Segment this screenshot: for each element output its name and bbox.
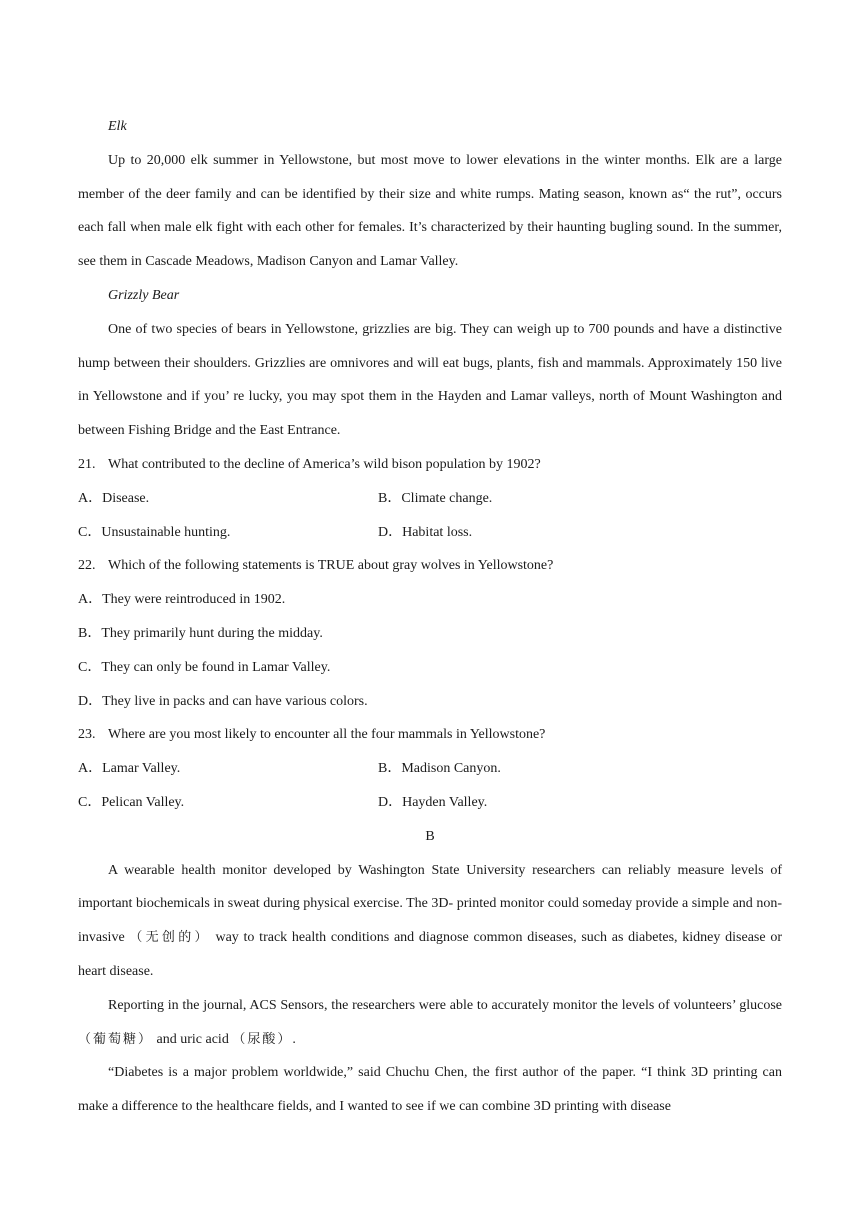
paragraph-text: .: [292, 1031, 296, 1047]
paragraph-grizzly-bear: One of two species of bears in Yellowstone, grizzlies are big. They can weigh up to 700 pounds and have a distinctive hump between their shoulders. Grizzlies are omnivores and will eat bugs, plants, fish and mammals. Approximately 150 live in Yellowstone and if you’ re lucky, you may spot them in the Hayden and Lamar valleys, north of Mount Washington and between Fishing Bridge and the East Entrance.: [78, 321, 782, 439]
question-21-options-row-2: [78, 516, 782, 550]
question-number: 22.: [78, 558, 96, 574]
option-c[interactable]: C．Pelican Valley.: [78, 794, 185, 810]
question-number: 23.: [78, 727, 96, 743]
paragraph-text: Reporting in the journal, ACS Sensors, the researchers were able to accurately monitor the levels of volunteers’ glucose: [108, 997, 782, 1013]
paragraph-b-2: [78, 989, 782, 1057]
option-a[interactable]: A．Disease.: [78, 490, 150, 506]
paragraph-text: and uric acid: [153, 1031, 233, 1047]
section-heading-elk: Elk: [108, 119, 127, 134]
question-text: What contributed to the decline of America’s wild bison population by 1902?: [108, 456, 541, 472]
option-a[interactable]: A．Lamar Valley.: [78, 761, 181, 777]
question-number: 21.: [78, 456, 96, 472]
paragraph-elk: Up to 20,000 elk summer in Yellowstone, but most move to lower elevations in the winter months. Elk are a large member of the deer family and can be identified by their size and white rumps. Mating season, known as“ the rut”, occurs each fall when male elk fight with each other for females. It’s characterized by their haunting bugling sound. In the summer, see them in Cascade Meadows, Madison Canyon and Lamar Valley.: [78, 152, 782, 270]
option-d[interactable]: D．They live in packs and can have various colors.: [78, 693, 368, 709]
gloss-noninvasive: （无创的）: [129, 930, 211, 946]
gloss-glucose: （葡萄糖）: [78, 1031, 154, 1047]
paragraph-b-1: [78, 854, 782, 989]
paragraph-text: way to track health conditions and diagnose common diseases, such as diabetes, kidney disease or heart disease.: [78, 930, 782, 979]
question-23: [78, 718, 782, 752]
option-b[interactable]: B．They primarily hunt during the midday.: [78, 625, 323, 641]
question-text: Which of the following statements is TRUE about gray wolves in Yellowstone?: [108, 558, 554, 574]
section-letter-b: B: [425, 828, 435, 844]
option-a[interactable]: A．They were reintroduced in 1902.: [78, 592, 286, 608]
option-c[interactable]: C．Unsustainable hunting.: [78, 524, 231, 540]
option-b[interactable]: B．Madison Canyon.: [378, 761, 501, 777]
option-d[interactable]: D．Habitat loss.: [378, 524, 473, 540]
option-b[interactable]: B．Climate change.: [378, 490, 493, 506]
option-c[interactable]: C．They can only be found in Lamar Valley.: [78, 659, 331, 675]
question-23-options-row-1: [78, 752, 782, 786]
question-21: [78, 448, 782, 482]
option-d[interactable]: D．Hayden Valley.: [378, 794, 488, 810]
paragraph-b-3: “Diabetes is a major problem worldwide,” said Chuchu Chen, the first author of the paper. “I think 3D printing can make a difference to the healthcare fields, and I wanted to see if we can combine 3D printing with disease: [78, 1065, 782, 1115]
question-text: Where are you most likely to encounter all the four mammals in Yellowstone?: [108, 727, 546, 743]
question-21-options-row-1: [78, 482, 782, 516]
gloss-uric-acid: （尿酸）: [232, 1031, 293, 1047]
document-page: [78, 110, 782, 1124]
paragraph-text: A wearable health monitor developed by Washington State University researchers can reliably measure levels of important biochemicals in sweat during physical exercise. The 3D- printed monitor could someday provide a simple and non- invasive: [78, 862, 782, 946]
section-heading-grizzly-bear: Grizzly Bear: [108, 287, 180, 303]
question-22: [78, 549, 782, 583]
question-23-options-row-2: [78, 786, 782, 820]
